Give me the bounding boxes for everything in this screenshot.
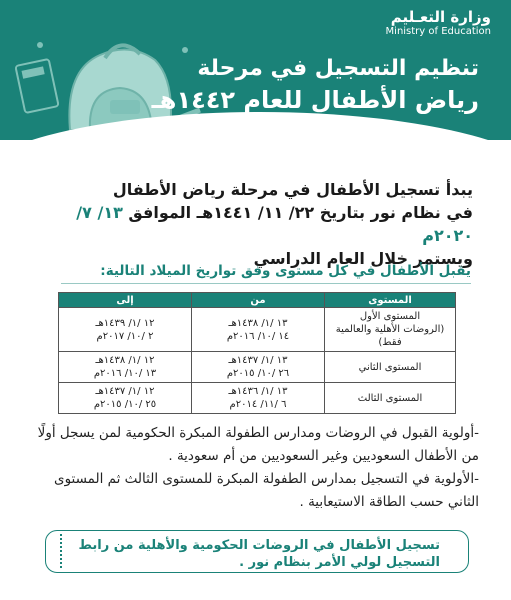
intro-date: ١٣/ ٧/ ٢٠٢٠م	[76, 203, 473, 245]
level-name: المستوى الأول	[359, 311, 421, 322]
level-cell	[325, 308, 456, 352]
ministry-logo	[386, 8, 491, 38]
to-hijri: ١٢ /١/ ١٤٣٧هـ	[95, 386, 155, 397]
to-gregorian: ١٣ /١٠/ ٢٠١٦م	[93, 368, 157, 379]
intro-paragraph	[33, 178, 473, 270]
heading-divider	[61, 283, 471, 284]
to-cell	[59, 383, 192, 414]
from-cell	[192, 308, 325, 352]
col-header-level: المستوى	[325, 293, 456, 308]
to-hijri: ١٢ /١/ ١٤٣٨هـ	[95, 355, 155, 366]
from-hijri: ١٣ /١/ ١٤٣٨هـ	[228, 317, 288, 329]
from-hijri: ١٣ /١/ ١٤٣٦هـ	[228, 386, 288, 397]
table-row	[59, 308, 456, 352]
to-gregorian: ٢٥ /١٠/ ٢٠١٥م	[93, 399, 157, 410]
page-title-line1: تنظيم التسجيل في مرحلة	[197, 56, 479, 81]
header-banner	[0, 0, 511, 140]
notice-box	[45, 530, 469, 573]
note-item: -أولوية القبول في الروضات ومدارس الطفولة المبكرة الحكومية لمن يسجل أولًا من الأطفال السعوديين وغير السعوديين من أم سعودية .	[37, 425, 479, 464]
notes-list	[29, 422, 479, 514]
table-header-row	[59, 293, 456, 308]
col-header-from: من	[192, 293, 325, 308]
birthdate-table	[58, 292, 456, 414]
notice-text: تسجيل الأطفال في الروضات الحكومية والأهلية من رابط التسجيل لولي الأمر بنظام نور .	[78, 538, 440, 570]
intro-line3: ويستمر خلال العام الدراسي	[253, 249, 473, 268]
level-name: المستوى الثالث	[357, 392, 423, 404]
intro-line2-text: في نظام نور بتاريخ ٢٢/ ١١/ ١٤٤١هـ الموافق	[122, 203, 473, 222]
from-gregorian: ٢٦ /١٠/ ٢٠١٥م	[226, 368, 290, 379]
note-item: -الأولوية في التسجيل بمدارس الطفولة المبكرة للمستوى الثالث ثم المستوى الثاني حسب الطاقة الاستيعابية .	[54, 471, 479, 510]
table-heading: يقبل الأطفال في كل مستوى وفق تواريخ الميلاد التالية:	[100, 263, 471, 279]
to-cell	[59, 308, 192, 352]
page-title-line2: رياض الأطفال للعام ١٤٤٢هـ	[151, 86, 479, 114]
intro-line1: يبدأ تسجيل الأطفال في مرحلة رياض الأطفال	[112, 180, 473, 199]
from-cell	[192, 352, 325, 383]
to-cell	[59, 352, 192, 383]
ministry-name-ar: وزارة التعـليم	[390, 8, 491, 26]
ministry-name-en: Ministry of Education	[385, 26, 491, 37]
from-gregorian: ١٤ /١٠/ ٢٠١٦م	[226, 330, 290, 342]
to-gregorian: ٢ /١٠/ ٢٠١٧م	[96, 330, 154, 342]
level-name: المستوى الثاني	[358, 361, 422, 373]
level-note: (الروضات الأهلية والعالمية فقط)	[335, 324, 445, 348]
from-hijri: ١٣ /١/ ١٤٣٧هـ	[228, 355, 288, 366]
table-row	[59, 383, 456, 414]
to-hijri: ١٢ /١/ ١٤٣٩هـ	[95, 317, 155, 329]
level-cell	[325, 352, 456, 383]
notice-dotted-accent	[60, 534, 68, 568]
level-cell	[325, 383, 456, 414]
from-gregorian: ٦ /١١/ ٢٠١٤م	[229, 399, 287, 410]
table-row	[59, 352, 456, 383]
intro-line2	[33, 201, 473, 247]
col-header-to: إلى	[59, 293, 192, 308]
from-cell	[192, 383, 325, 414]
